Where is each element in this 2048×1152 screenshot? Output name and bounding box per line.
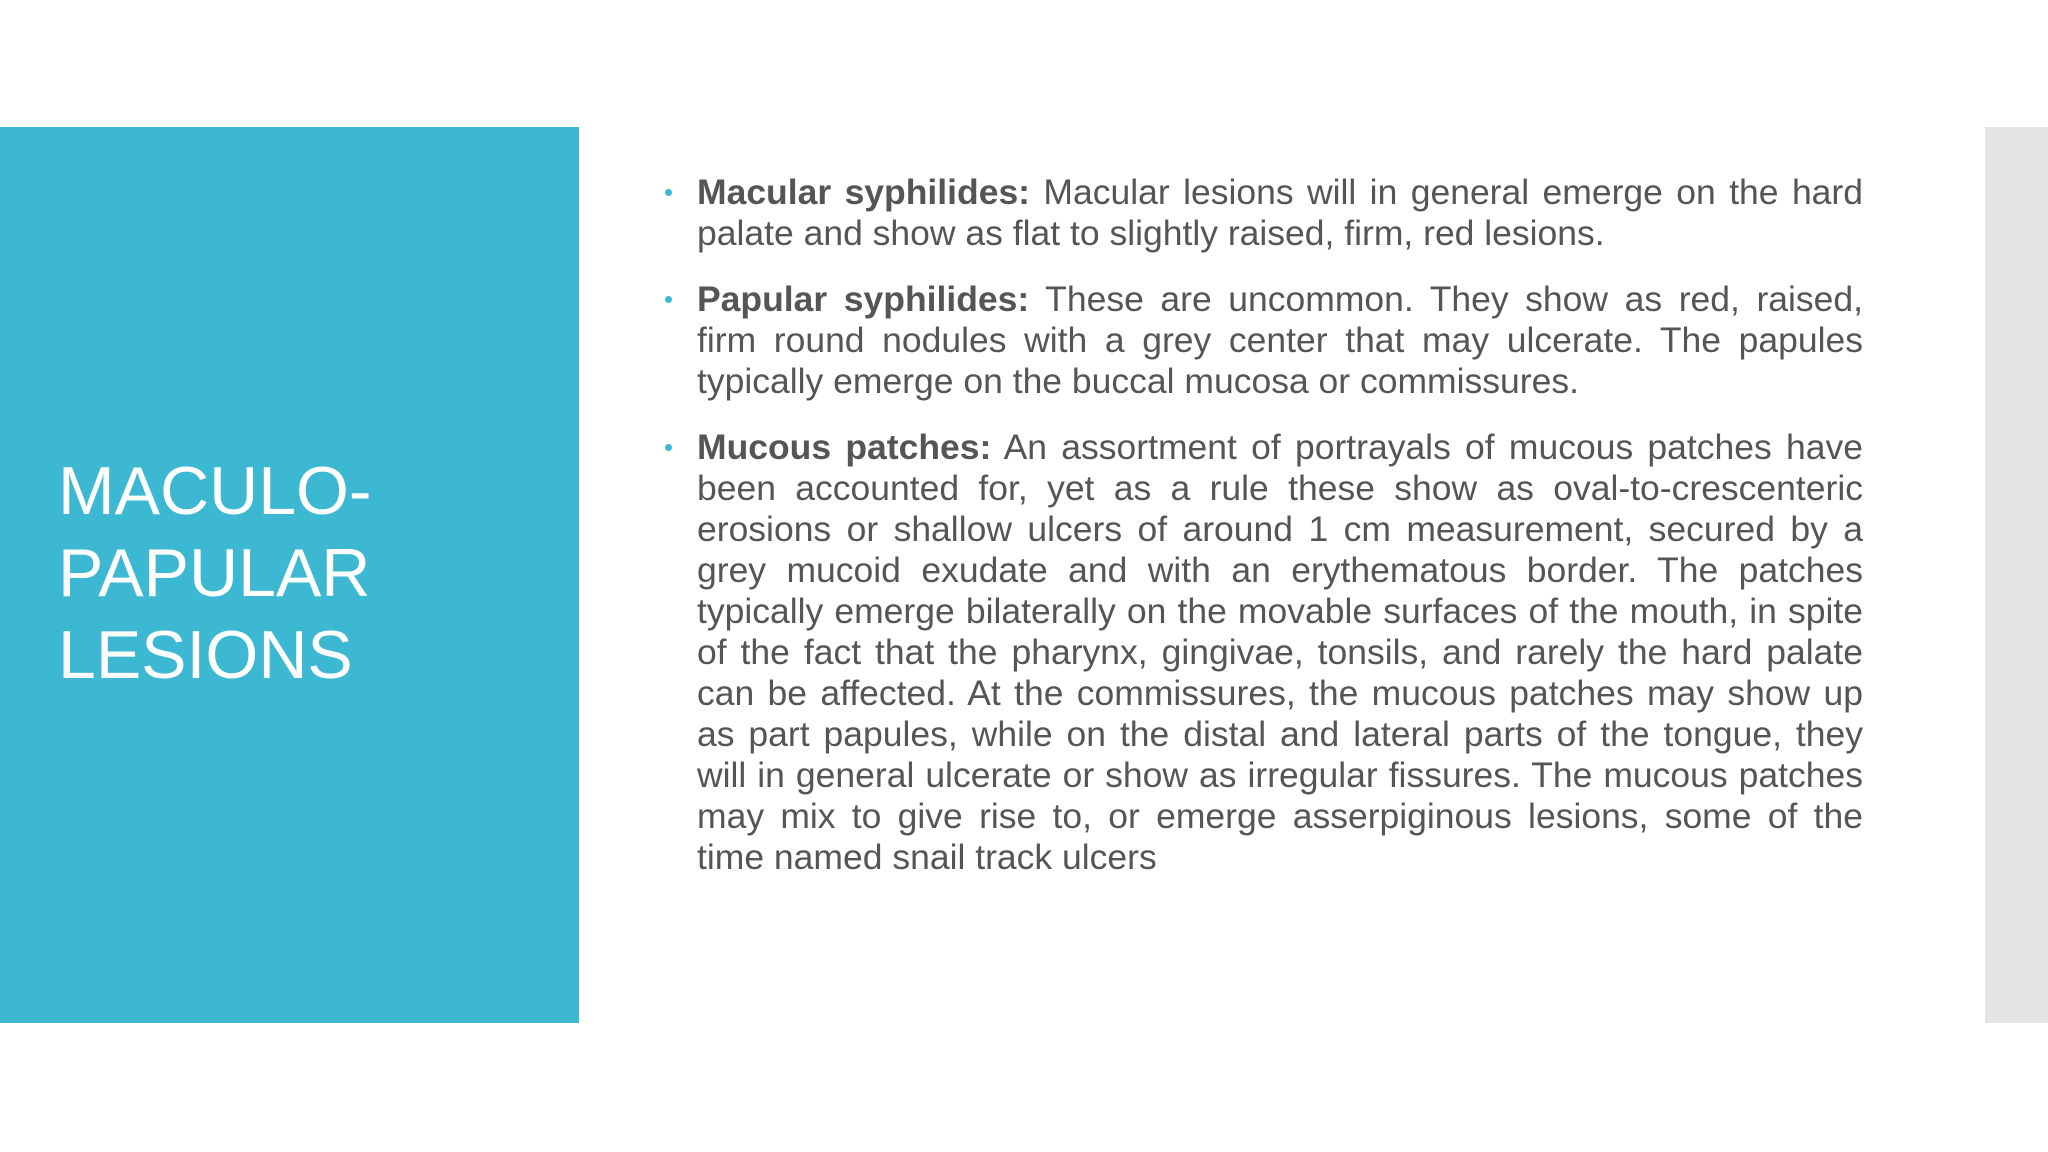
- bullet-item-macular-syphilides: [665, 172, 1863, 254]
- bullet-list: [665, 172, 1863, 903]
- bullet-term: Macular syphilides:: [697, 172, 1031, 212]
- bullet-item-papular-syphilides: [665, 279, 1863, 402]
- bullet-text: These are uncommon. They show as red, raised, firm round nodules with a grey center that may ulcerate. The papules typically emerge on the buccal mucosa or commissures.: [697, 279, 1863, 401]
- bullet-item-mucous-patches: [665, 427, 1863, 878]
- bullet-dot-icon: [665, 296, 672, 303]
- bullet-text: An assortment of portrayals of mucous patches have been accounted for, yet as a rule these show as oval-to-crescenteric erosions or shallow ulcers of around 1 cm measurement, secured by a grey mucoid exudate and with an erythematous border. The patches typically emerge bilaterally on the movable surfaces of the mouth, in spite of the fact that the pharynx, gingivae, tonsils, and rarely the hard palate can be affected. At the commissures, the mucous patches may show up as part papules, while on the distal and lateral parts of the tongue, they will in general ulcerate or show as irregular fissures. The mucous patches may mix to give rise to, or emerge asserpiginous lesions, some of the time named snail track ulcers: [697, 427, 1863, 877]
- bullet-dot-icon: [665, 189, 672, 196]
- bullet-dot-icon: [665, 444, 672, 451]
- bullet-term: Papular syphilides:: [697, 279, 1030, 319]
- right-decorative-strip: [1985, 127, 2048, 1023]
- slide-title: MACULO-PAPULAR LESIONS: [58, 453, 372, 693]
- bullet-text: Macular lesions will in general emerge on the hard palate and show as flat to slightly raised, firm, red lesions.: [697, 172, 1863, 253]
- bullet-term: Mucous patches:: [697, 427, 992, 467]
